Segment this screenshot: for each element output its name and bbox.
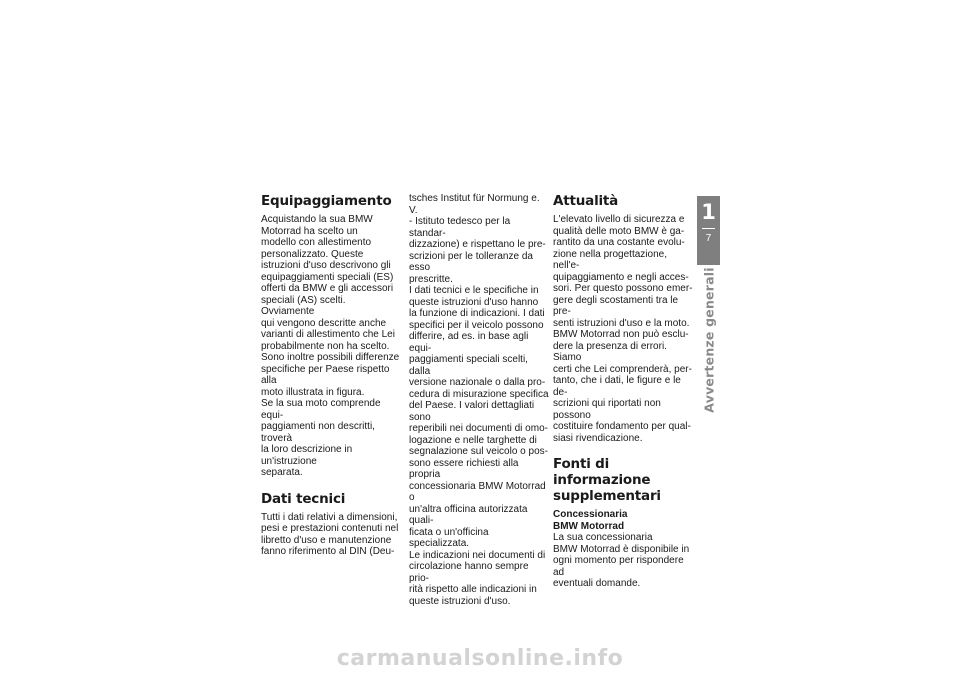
paragraph-equipaggiamento-2: Se la sua moto comprende equi- paggiamenti non descritti, troverà la loro descrizione in un'istruzione separata. xyxy=(261,398,381,478)
subheading-concessionaria: Concessionaria BMW Motorrad xyxy=(553,509,628,532)
paragraph-dati-tecnici-2: tsches Institut für Normung e. V. - Istituto tedesco per la standar- dizzazione) e rispettano le pre- scrizioni per le tolleranze da esso prescritte. xyxy=(409,193,546,285)
page-number: 7 xyxy=(705,233,712,244)
paragraph-attualita: L'elevato livello di sicurezza e qualità delle moto BMW è ga- rantito da una costante evolu- zione nella progettazione, nell'e- quipaggiamento e negli acces- sori. Per questo possono emer- gere degli scostamenti tra le pre- senti istruzioni d'uso e la moto. BMW Motorrad non può esclu- dere la presenza di errori. Siamo certi che Lei comprenderà, per- tanto, che i dati, le figure e le de- scrizioni qui riportati non possono costituire fondamento per qual- siasi rivendicazione. xyxy=(553,214,693,444)
chapter-side-title xyxy=(701,267,717,413)
text-column-3 xyxy=(553,193,693,590)
section-heading-attualita: Attualità xyxy=(553,193,619,209)
text-column-2 xyxy=(409,193,549,607)
text-column-1 xyxy=(261,193,401,558)
chapter-number: 1 xyxy=(701,200,716,224)
chapter-divider xyxy=(702,228,715,229)
paragraph-dati-tecnici-3: I dati tecnici e le specifiche in queste istruzioni d'uso hanno la funzione di indicazioni. I dati specifici per il veicolo possono differire, ad es. in base agli equi- paggiamenti speciali scelti, dalla versione nazionale o dalla pro- cedura di misurazione specifica del Paese. I valori dettagliati sono reperibili nei documenti di omo- logazione e nelle targhette di segnalazione sul veicolo o pos- sono essere richiesti alla propria concessionaria BMW Motorrad o un'altra officina autorizzata quali- ficata o un'officina specializzata. Le indicazioni nei documenti di circolazione hanno sempre prio- rità rispetto alle indicazioni in queste istruzioni d'uso. xyxy=(409,285,549,607)
paragraph-dati-tecnici-1: Tutti i dati relativi a dimensioni, pesi e prestazioni contenuti nel libretto d'uso e manutenzione fanno riferimento al DIN (Deu- xyxy=(261,511,399,557)
paragraph-equipaggiamento-1: Acquistando la sua BMW Motorrad ha scelto un modello con allestimento personalizzato. Queste istruzioni d'uso descrivono gli equipaggiamenti speciali (ES) offerti da BMW e gli accessori speciali (AS) scelti. Ovviamente qui vengono descritte anche varianti di allestimento che Lei probabilmente non ha scelto. Sono inoltre possibili differenze specifiche per Paese rispetto alla moto illustrata in figura. xyxy=(261,214,400,398)
watermark: carmanualsonline.info xyxy=(336,646,624,671)
section-heading-dati-tecnici: Dati tecnici xyxy=(261,490,346,507)
section-heading-fonti: Fonti di informazione supplementari xyxy=(553,456,661,504)
chapter-title: Avvertenze generali xyxy=(701,267,717,413)
chapter-tab xyxy=(697,196,720,265)
section-heading-equipaggiamento: Equipaggiamento xyxy=(261,193,392,209)
paragraph-concessionaria: La sua concessionaria BMW Motorrad è disponibile in ogni momento per rispondere ad eventuali domande. xyxy=(553,532,690,589)
